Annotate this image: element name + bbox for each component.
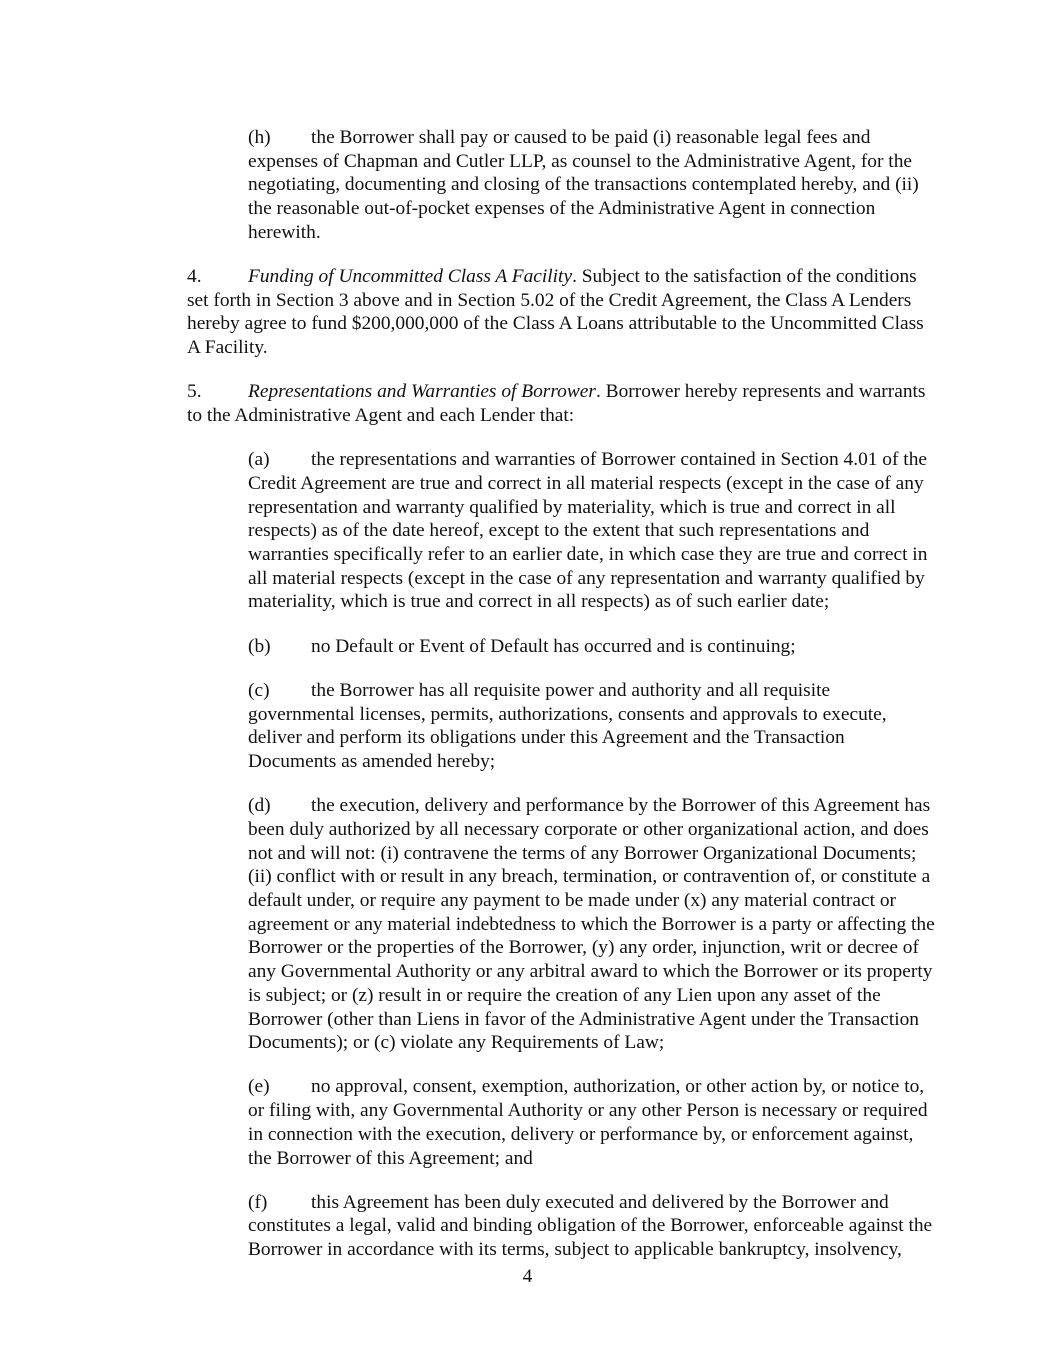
section-4	[187, 265, 937, 360]
section-text: . Borrower hereby represents and warrants to the Administrative Agent and each Lender that:	[187, 381, 926, 427]
section-number: 5.	[187, 381, 202, 403]
paragraph-label: (h)	[248, 127, 271, 148]
paragraph-d	[248, 794, 937, 1055]
paragraph-text: the representations and warranties of Borrower contained in Section 4.01 of the Credit Agreement are true and correct in all material respects (except in the case of any representation and warranty qualified by materiality, which is true and correct in all respects) as of the date hereof, except to the extent that such representations and warranties specifically refer to an earlier date, in which case they are true and correct in all material respects (except in the case of any representation and warranty qualified by materiality, which is true and correct in all respects) as of such earlier date;	[248, 449, 928, 613]
document-body	[125, 126, 937, 1282]
paragraph-label: (d)	[248, 795, 271, 817]
paragraph-c	[248, 679, 937, 774]
paragraph-label: (e)	[248, 1076, 270, 1098]
section-5	[187, 380, 937, 427]
paragraph-label: (a)	[248, 449, 270, 471]
paragraph-text: no approval, consent, exemption, authorization, or other action by, or notice to, or filing with, any Governmental Authority or any other Person is necessary or required in connection with the execution, delivery or performance by, or enforcement against, the Borrower of this Agreement; and	[248, 1076, 928, 1169]
paragraph-text: this Agreement has been duly executed and delivered by the Borrower and constitutes a legal, valid and binding obligation of the Borrower, enforceable against the Borrower in accordance with its terms, subject to applicable bankruptcy, insolvency,	[248, 1191, 933, 1261]
section-text: . Subject to the satisfaction of the conditions set forth in Section 3 above and in Section 5.02 of the Credit Agreement, the Class A Lenders hereby agree to fund $200,000,000 of the Class A Loans attributable to the Uncommitted Class A Facility.	[187, 266, 924, 359]
paragraph-label: (b)	[248, 635, 271, 657]
paragraph-e	[248, 1075, 937, 1170]
paragraph-text: the Borrower shall pay or caused to be paid (i) reasonable legal fees and expenses of Chapman and Cutler LLP, as counsel to the Administrative Agent, for the negotiating, documenting and closing of the transactions contemplated hereby, and (ii) the reasonable out-of-pocket expenses of the Administrative Agent in connection herewith.	[248, 127, 919, 243]
paragraph-f	[248, 1191, 937, 1262]
page-number: 4	[522, 1266, 533, 1287]
paragraph-text: no Default or Event of Default has occurred and is continuing;	[311, 635, 796, 657]
paragraph-h	[248, 126, 937, 245]
paragraph-a	[248, 448, 937, 614]
paragraph-text: the Borrower has all requisite power and authority and all requisite governmental licenses, permits, authorizations, consents and approvals to execute, deliver and perform its obligations under this Agreement and the Transaction Documents as amended hereby;	[248, 679, 887, 772]
paragraph-text: the execution, delivery and performance by the Borrower of this Agreement has been duly authorized by all necessary corporate or other organizational action, and does not and will not: (i) contravene the terms of any Borrower Organizational Documents; (ii) conflict with or result in any breach, termination, or contravention of, or constitute a default under, or require any payment to be made under (x) any material contract or agreement or any material indebtedness to which the Borrower is a party or affecting the Borrower or the properties of the Borrower, (y) any order, injunction, writ or decree of any Governmental Authority or any arbitral award to which the Borrower or its property is subject; or (z) result in or require the creation of any Lien upon any asset of the Borrower (other than Liens in favor of the Administrative Agent under the Transaction Documents); or (c) violate any Requirements of Law;	[248, 795, 935, 1054]
paragraph-label: (f)	[248, 1191, 268, 1213]
section-number: 4.	[187, 266, 202, 288]
paragraph-label: (c)	[248, 679, 270, 701]
section-heading: Funding of Uncommitted Class A Facility	[248, 266, 573, 288]
section-heading: Representations and Warranties of Borrower	[248, 381, 596, 403]
paragraph-b	[248, 635, 937, 659]
